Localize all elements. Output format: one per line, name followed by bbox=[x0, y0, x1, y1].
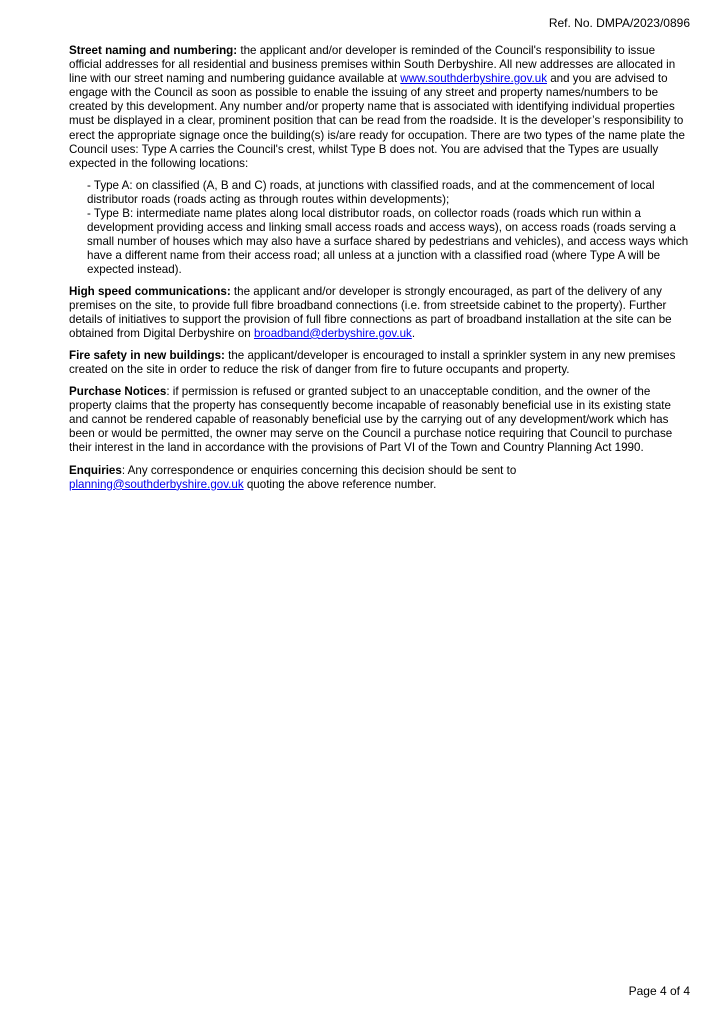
document-body bbox=[69, 44, 689, 500]
southderbyshire-website-link[interactable]: www.southderbyshire.gov.uk bbox=[400, 72, 547, 86]
broadband-email-link[interactable]: broadband@derbyshire.gov.uk bbox=[253, 326, 412, 340]
street-naming-paragraph bbox=[69, 44, 689, 171]
enquiries-heading: Enquiries bbox=[69, 463, 122, 477]
fire-safety-heading: Fire safety in new buildings: bbox=[69, 348, 225, 362]
broadband-text: the applicant and/or developer is strongly encouraged, as part of the delivery of any premises on the site, to provide full fibre broadband connections (i.e. from streetside cabinet to the property). Further details of initiatives to support the provision of full fibre connections as part of broadband installation at the site can be obtained from Digital Derbyshire on bbox=[69, 284, 672, 340]
broadband-heading: High speed communications: bbox=[69, 284, 231, 298]
broadband-paragraph bbox=[69, 285, 689, 341]
enquiries-text-end: quoting the above reference number. bbox=[243, 477, 437, 491]
fire-safety-text: the applicant/developer is encouraged to install a sprinkler system in any new premises created on the site in order to reduce the risk of danger from fire to future occupants and property. bbox=[69, 348, 676, 376]
purchase-notices-paragraph bbox=[69, 385, 689, 455]
street-naming-text: the applicant and/or developer is reminded of the Council's responsibility to issue official addresses for all residential and business premises within South Derbyshire. All new addresses are allocated in line with our street naming and numbering guidance available at bbox=[69, 44, 676, 86]
type-a-item: - Type A: on classified (A, B and C) roads, at junctions with classified roads, and at the commencement of local distributor roads (roads acting as through routes within developments); bbox=[87, 178, 655, 206]
enquiries-paragraph bbox=[69, 464, 689, 492]
broadband-text-end: . bbox=[411, 326, 416, 340]
planning-email-link[interactable]: planning@southderbyshire.gov.uk bbox=[69, 477, 244, 491]
street-naming-text-continued: and you are advised to engage with the Council as soon as possible to enable the issuing of any street and property names/numbers to be created by this development. Any number and/or property name that is associated with identifying individual properties must be displayed in a clear, prominent position that can be read from the roadside. It is the developer’s responsibility to erect the appropriate signage once the building(s) is/are ready for occupation. There are two types of the name plate the Council uses: Type A carries the Council's crest, whilst Type B does not. You are advised that the Types are usually expected in the following locations: bbox=[69, 72, 685, 170]
enquiries-text: : Any correspondence or enquiries concerning this decision should be sent to bbox=[121, 463, 517, 477]
purchase-notices-heading: Purchase Notices bbox=[69, 385, 167, 399]
reference-number: Ref. No. DMPA/2023/0896 bbox=[548, 16, 690, 30]
page-number: Page 4 of 4 bbox=[628, 984, 690, 998]
purchase-notices-text: : if permission is refused or granted subject to an unacceptable condition, and the owner of the property claims that the property has consequently become incapable of reasonably beneficial use in its existing state and cannot be rendered capable of reasonably beneficial use by the carrying out of any development/work which has been or would be permitted, the owner may serve on the Council a purchase notice requiring that Council to purchase their interest in the land in accordance with the provisions of Part VI of the Town and Country Planning Act 1990. bbox=[69, 385, 673, 455]
name-plate-type-list bbox=[69, 179, 689, 278]
fire-safety-paragraph bbox=[69, 349, 689, 377]
street-naming-heading: Street naming and numbering: bbox=[69, 44, 238, 57]
type-b-item: - Type B: intermediate name plates along local distributor roads, on collector roads (roads which run within a development providing access and linking small access roads and access ways), on access roads (roads serving a small number of houses which may also have a surface shared by pedestrians and vehicles), and access ways which have a different name from their access road; all unless at a junction with a classified road (where Type A will be expected instead). bbox=[87, 207, 689, 277]
